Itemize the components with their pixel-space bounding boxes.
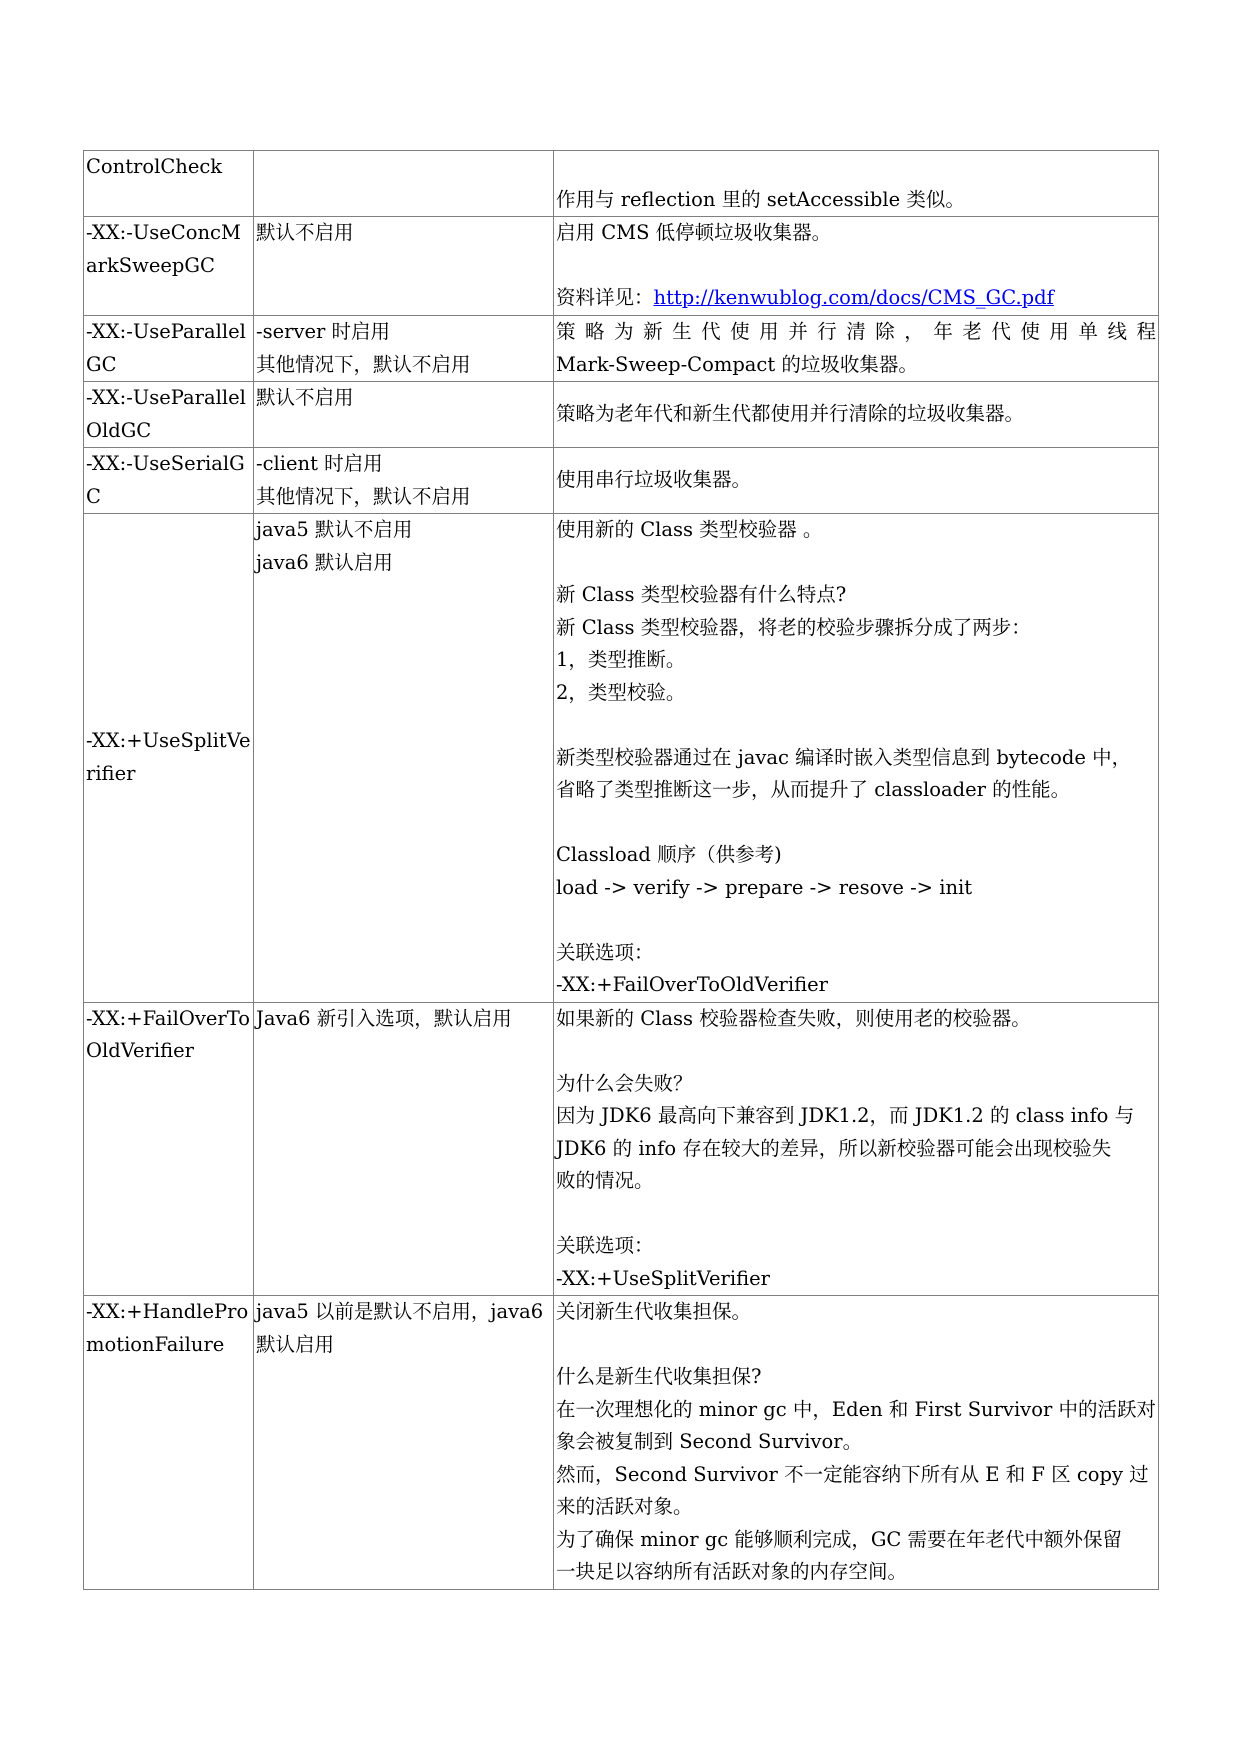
description-cell <box>554 316 1159 382</box>
description-line: 新 Class 类型校验器有什么特点? <box>556 583 847 606</box>
description-line: 关联选项： <box>556 940 654 964</box>
description-line: Classload 顺序（供参考) <box>556 843 782 866</box>
description-line: 1，类型推断。 <box>556 648 686 671</box>
description-line: 如果新的 Class 校验器检查失败，则使用老的校验器。 <box>556 1006 1031 1030</box>
description-line: 启用 CMS 低停顿垃圾收集器。 <box>556 221 832 244</box>
description-line: 来的活跃对象。 <box>556 1495 693 1518</box>
description-line: -XX:+UseSplitVerifier <box>556 1266 770 1290</box>
cms-gc-pdf-link[interactable]: http://kenwublog.com/docs/CMS_GC.pdf <box>653 286 1054 309</box>
description-line <box>556 807 1156 840</box>
option-cell <box>84 382 254 448</box>
default-line: 其他情况下，默认不启用 <box>256 484 471 508</box>
description-line: 象会被复制到 Second Survivor。 <box>556 1430 863 1453</box>
option-name: -XX:+FailOverToOldVerifier <box>86 1006 250 1062</box>
description-line <box>556 282 1156 315</box>
description-line <box>556 904 1156 937</box>
default-cell <box>254 316 554 382</box>
default-line: java5 以前是默认不启用，java6 <box>256 1300 544 1323</box>
table-row <box>84 448 1159 514</box>
description-line: 策略为新生代使用并行清除，年老代使用单线程 <box>556 320 1156 343</box>
default-line: -server 时启用 <box>256 320 391 343</box>
option-cell <box>84 1296 254 1590</box>
table-row <box>84 316 1159 382</box>
description-line: 然而，Second Survivor 不一定能容纳下所有从 E 和 F 区 copy 过 <box>556 1462 1149 1486</box>
option-cell <box>84 217 254 316</box>
table-row <box>84 1296 1159 1590</box>
table-row <box>84 382 1159 448</box>
description-line <box>556 1329 1156 1362</box>
default-line: -client 时启用 <box>256 452 383 475</box>
default-cell <box>254 217 554 316</box>
default-cell <box>254 382 554 448</box>
description-line: 2，类型校验。 <box>556 680 686 704</box>
default-line: 默认不启用 <box>256 386 354 409</box>
option-name: -XX:-UseSerialGC <box>86 452 245 508</box>
description-line: 使用串行垃圾收集器。 <box>556 468 752 492</box>
description-line: 策略为老年代和新生代都使用并行清除的垃圾收集器。 <box>556 402 1025 426</box>
description-cell <box>554 448 1159 514</box>
description-cell <box>554 382 1159 448</box>
description-line <box>556 1198 1156 1231</box>
option-name: -XX:+UseSplitVerifier <box>86 729 251 785</box>
default-line: 其他情况下，默认不启用 <box>256 352 471 376</box>
option-name: -XX:+HandlePromotionFailure <box>86 1300 249 1356</box>
option-cell <box>84 514 254 1003</box>
description-line: 什么是新生代收集担保? <box>556 1365 762 1388</box>
default-cell <box>254 151 554 217</box>
description-line: 关联选项： <box>556 1234 654 1257</box>
default-cell <box>254 1002 554 1296</box>
default-line: java5 默认不启用 <box>256 518 413 541</box>
description-line <box>556 709 1156 742</box>
description-cell <box>554 1296 1159 1590</box>
option-cell <box>84 448 254 514</box>
option-name: ControlCheck <box>86 155 223 178</box>
description-line: 因为 JDK6 最高向下兼容到 JDK1.2，而 JDK1.2 的 class info 与 <box>556 1104 1135 1127</box>
description-cell <box>554 514 1159 1003</box>
description-line: 败的情况。 <box>556 1169 654 1192</box>
default-line: Java6 新引入选项，默认启用 <box>256 1006 512 1030</box>
default-cell <box>254 1296 554 1590</box>
description-line: 一块足以容纳所有活跃对象的内存空间。 <box>556 1560 908 1583</box>
table-row <box>84 151 1159 217</box>
description-cell <box>554 151 1159 217</box>
default-line: java6 默认启用 <box>256 550 393 574</box>
description-line: 省略了类型推断这一步，从而提升了 classloader 的性能。 <box>556 778 1071 801</box>
default-line: 默认启用 <box>256 1332 335 1356</box>
description-line: 关闭新生代收集担保。 <box>556 1300 752 1323</box>
description-line: -XX:+FailOverToOldVerifier <box>556 973 828 996</box>
table-row <box>84 514 1159 1003</box>
option-name: -XX:-UseParallelGC <box>86 320 246 376</box>
description-line: 为什么会失败？ <box>556 1071 693 1095</box>
option-cell <box>84 316 254 382</box>
description-line: 作用与 reflection 里的 setAccessible 类似。 <box>556 187 965 211</box>
description-line: 为了确保 minor gc 能够顺利完成，GC 需要在年老代中额外保留 <box>556 1527 1123 1551</box>
option-name: -XX:-UseParallelOldGC <box>86 386 246 442</box>
description-line: 使用新的 Class 类型校验器 。 <box>556 518 823 541</box>
description-line <box>556 250 1156 283</box>
default-cell <box>254 448 554 514</box>
description-line: 在一次理想化的 minor gc 中，Eden 和 First Survivor 中的活跃对 <box>556 1397 1156 1421</box>
table-row <box>84 217 1159 316</box>
default-line: 默认不启用 <box>256 221 354 244</box>
description-cell <box>554 1002 1159 1296</box>
description-line: 新类型校验器通过在 javac 编译时嵌入类型信息到 bytecode 中， <box>556 745 1132 769</box>
reference-label: 资料详见： <box>556 286 654 309</box>
description-cell <box>554 217 1159 316</box>
table-row <box>84 1002 1159 1296</box>
option-name: -XX:-UseConcMarkSweepGC <box>86 221 241 277</box>
description-line: JDK6 的 info 存在较大的差异，所以新校验器可能会出现校验失 <box>556 1136 1112 1160</box>
description-line <box>556 1035 1156 1068</box>
description-line: Mark-Sweep-Compact 的垃圾收集器。 <box>556 352 918 376</box>
description-line: 新 Class 类型校验器，将老的校验步骤拆分成了两步： <box>556 615 1031 639</box>
description-line: load -> verify -> prepare -> resove -> init <box>556 875 973 899</box>
default-cell <box>254 514 554 1003</box>
description-line <box>556 547 1156 580</box>
option-cell <box>84 1002 254 1296</box>
option-cell <box>84 151 254 217</box>
jvm-options-table <box>83 150 1159 1590</box>
